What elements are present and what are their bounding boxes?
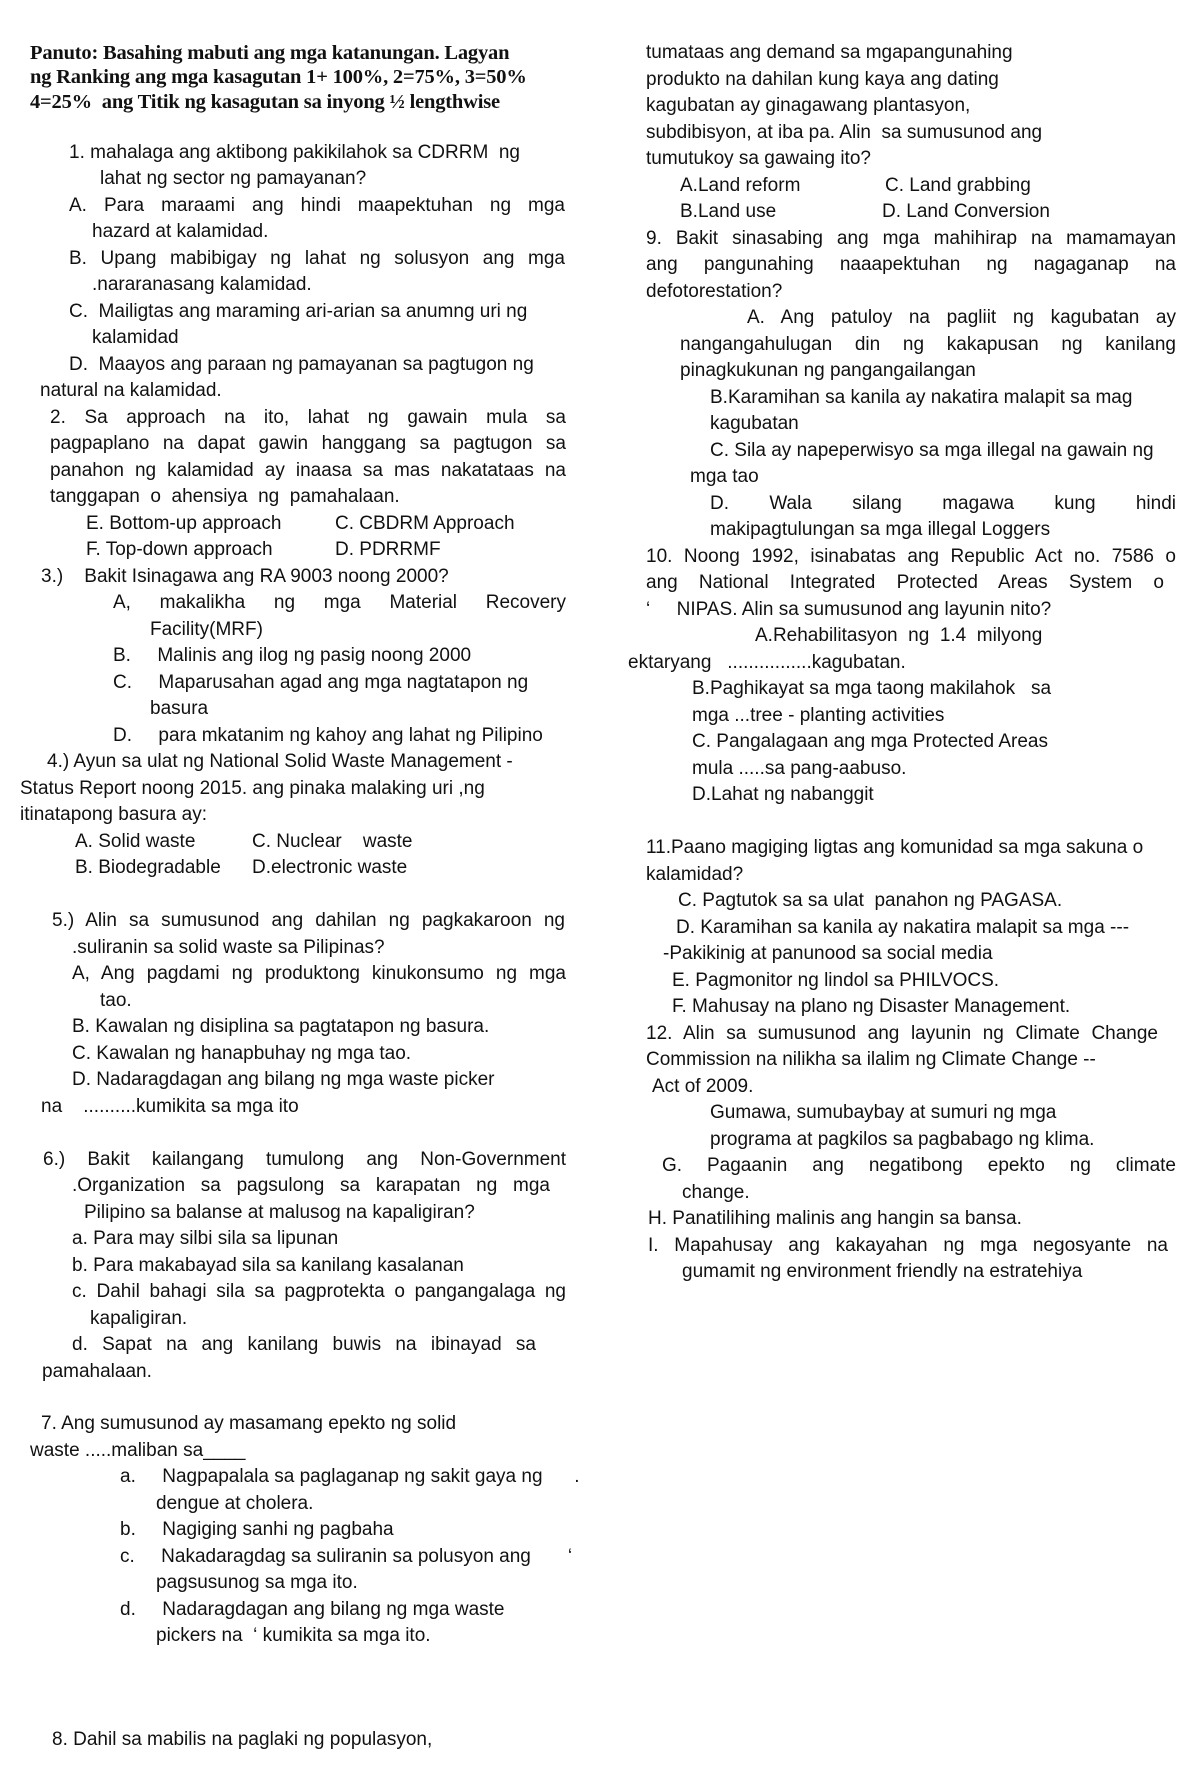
q3-option-c: basura	[150, 698, 209, 719]
q3-option-d: D. para mkatanim ng kahoy ang lahat ng Pilipino	[113, 725, 543, 746]
q9-stem: ang pangunahing naaapektuhan ng nagaganap na	[646, 254, 1176, 275]
q10-option-a: ektaryang ................kagubatan.	[628, 652, 906, 673]
q12-intro: programa at pagkilos sa pagbabago ng klima.	[710, 1129, 1095, 1150]
q5-option-c: C. Kawalan ng hanapbuhay ng mga tao.	[72, 1043, 412, 1064]
q6-option-b: b. Para makabayad sila sa kanilang kasalanan	[72, 1255, 464, 1276]
q2-option-e: E. Bottom-up approach	[86, 513, 282, 534]
q12-option-h: H. Panatilihing malinis ang hangin sa bansa.	[648, 1208, 1022, 1229]
q8-stem-cont: subdibisyon, at iba pa. Alin sa sumusunod ang	[646, 122, 1043, 143]
q12-option-g: G. Pagaanin ang negatibong epekto ng climate	[662, 1155, 1176, 1176]
q4-stem: itinatapong basura ay:	[20, 804, 207, 825]
q6-stem: .Organization sa pagsulong sa karapatan ng mga	[72, 1175, 550, 1196]
q12-option-i: gumamit ng environment friendly na estratehiya	[682, 1261, 1083, 1282]
q9-option-a: nangangahulugan din ng kakapusan ng kanilang	[680, 334, 1176, 355]
q5-option-d: na ..........kumikita sa mga ito	[41, 1096, 299, 1117]
q12-stem: Act of 2009.	[652, 1076, 754, 1097]
q9-option-a: pinagkukunan ng pangangailangan	[680, 360, 976, 381]
q5-stem: 5.) Alin sa sumusunod ang dahilan ng pagkakaroon ng	[52, 910, 565, 931]
q4-stem: Status Report noong 2015. ang pinaka malaking uri ,ng	[20, 778, 485, 799]
q10-option-d: D.Lahat ng nabanggit	[692, 784, 874, 805]
q10-option-a: A.Rehabilitasyon ng 1.4 milyong	[755, 625, 1043, 646]
q1-option-b: B. Upang mabibigay ng lahat ng solusyon ang mga	[69, 248, 565, 269]
q2-option-d: D. PDRRMF	[335, 539, 441, 560]
q2-stem: pagpaplano na dapat gawin hanggang sa pagtugon sa	[50, 433, 566, 454]
q8-option-b: B.Land use	[680, 201, 777, 222]
q6-stem: 6.) Bakit kailangang tumulong ang Non-Government	[43, 1149, 566, 1170]
q4-option-a: A. Solid waste	[75, 831, 196, 852]
q2-option-f: F. Top-down approach	[86, 539, 273, 560]
q1-option-d: natural na kalamidad.	[40, 380, 222, 401]
q12-option-i: I. Mapahusay ang kakayahan ng mga negosyante na	[648, 1235, 1168, 1256]
instructions-line-3: 4=25% ang Titik ng kasagutan sa inyong ½ lengthwise	[30, 91, 500, 113]
q2-stem: panahon ng kalamidad ay inaasa sa mas nakatataas na	[50, 460, 566, 481]
q10-option-c: mula .....sa pang-aabuso.	[692, 758, 907, 779]
q9-option-d: makipagtulungan sa mga illegal Loggers	[710, 519, 1051, 540]
q11-option-d: D. Karamihan sa kanila ay nakatira malapit sa mga ---	[676, 917, 1130, 938]
q1-option-b: .nararanasang kalamidad.	[92, 274, 312, 295]
q9-option-c: mga tao	[690, 466, 759, 487]
q5-option-b: B. Kawalan ng disiplina sa pagtatapon ng basura.	[72, 1016, 490, 1037]
q12-stem: 12. Alin sa sumusunod ang layunin ng Climate Change	[646, 1023, 1158, 1044]
q7-option-b: b. Nagiging sanhi ng pagbaha	[120, 1519, 394, 1540]
q3-option-a: A, makalikha ng mga Material Recovery	[113, 592, 566, 613]
q4-stem: 4.) Ayun sa ulat ng National Solid Waste Management -	[47, 751, 513, 772]
q6-option-c: kapaligiran.	[90, 1308, 188, 1329]
q9-stem: defotorestation?	[646, 281, 783, 302]
q9-option-b: B.Karamihan sa kanila ay nakatira malapit sa mag	[710, 387, 1133, 408]
q12-option-g: change.	[682, 1182, 750, 1203]
instructions-line-2: ng Ranking ang mga kasagutan 1+ 100%, 2=75%, 3=50%	[30, 66, 527, 88]
q2-option-c: C. CBDRM Approach	[335, 513, 515, 534]
q7-option-c: pagsusunog sa mga ito.	[156, 1572, 358, 1593]
q7-option-d: d. Nadaragdagan ang bilang ng mga waste	[120, 1599, 505, 1620]
q8-stem-cont: tumutukoy sa gawaing ito?	[646, 148, 871, 169]
q6-option-c: c. Dahil bahagi sila sa pagprotekta o pangangalaga ng	[72, 1281, 566, 1302]
q8-stem-cont: tumataas ang demand sa mgapangunahing	[646, 42, 1013, 63]
q12-intro: Gumawa, sumubaybay at sumuri ng mga	[710, 1102, 1057, 1123]
q9-option-d: D. Wala silang magawa kung hindi	[710, 493, 1176, 514]
q6-option-d: d. Sapat na ang kanilang buwis na ibinayad sa	[72, 1334, 536, 1355]
q2-stem: tanggapan o ahensiya ng pamahalaan.	[50, 486, 400, 507]
q4-option-d: D.electronic waste	[252, 857, 408, 878]
q10-stem: 10. Noong 1992, isinabatas ang Republic Act no. 7586 o	[646, 546, 1176, 567]
q1-option-c: C. Mailigtas ang maraming ari-arian sa anumng uri ng	[69, 301, 528, 322]
q11-option-e: E. Pagmonitor ng lindol sa PHILVOCS.	[672, 970, 1000, 991]
q2-stem: 2. Sa approach na ito, lahat ng gawain mula sa	[50, 407, 566, 428]
q12-stem: Commission na nilikha sa ilalim ng Climate Change --	[646, 1049, 1096, 1070]
q9-option-b: kagubatan	[710, 413, 799, 434]
q7-option-a: dengue at cholera.	[156, 1493, 314, 1514]
q10-option-c: C. Pangalagaan ang mga Protected Areas	[692, 731, 1048, 752]
q8-option-d: D. Land Conversion	[882, 201, 1050, 222]
q4-option-c: C. Nuclear waste	[252, 831, 413, 852]
q11-stem: 11.Paano magiging ligtas ang komunidad sa mga sakuna o	[646, 837, 1144, 858]
q8-stem-cont: kagubatan ay ginagawang plantasyon,	[646, 95, 971, 116]
q6-option-a: a. Para may silbi sila sa lipunan	[72, 1228, 339, 1249]
q5-option-a: tao.	[100, 990, 132, 1011]
q8-stem-cont: produkto na dahilan kung kaya ang dating	[646, 69, 999, 90]
q1-stem: 1. mahalaga ang aktibong pakikilahok sa CDRRM ng	[69, 142, 520, 163]
q7-option-c: c. Nakadaragdag sa suliranin sa polusyon ang ‘	[120, 1546, 573, 1567]
q6-stem: Pilipino sa balanse at malusog na kapaligiran?	[84, 1202, 475, 1223]
q10-stem: ang National Integrated Protected Areas System o	[646, 572, 1164, 593]
q4-option-b: B. Biodegradable	[75, 857, 221, 878]
q8-option-a: A.Land reform	[680, 175, 801, 196]
q7-option-a: a. Nagpapalala sa paglaganap ng sakit gaya ng .	[120, 1466, 580, 1487]
q11-option-d: -Pakikinig at panunood sa social media	[663, 943, 993, 964]
q1-option-c: kalamidad	[92, 327, 179, 348]
q11-option-f: F. Mahusay na plano ng Disaster Management.	[672, 996, 1071, 1017]
q1-option-a: A. Para maraami ang hindi maapektuhan ng mga	[69, 195, 565, 216]
q1-option-d: D. Maayos ang paraan ng pamayanan sa pagtugon ng	[69, 354, 534, 375]
q3-stem: 3.) Bakit Isinagawa ang RA 9003 noong 2000?	[41, 566, 449, 587]
q5-option-d: D. Nadaragdagan ang bilang ng mga waste picker	[72, 1069, 495, 1090]
q7-stem: 7. Ang sumusunod ay masamang epekto ng solid	[41, 1413, 457, 1434]
q3-option-a: Facility(MRF)	[150, 619, 263, 640]
q5-stem: .suliranin sa solid waste sa Pilipinas?	[72, 937, 385, 958]
q5-option-a: A, Ang pagdami ng produktong kinukonsumo ng mga	[72, 963, 566, 984]
q6-option-d: pamahalaan.	[42, 1361, 152, 1382]
q11-stem: kalamidad?	[646, 864, 744, 885]
q8-option-c: C. Land grabbing	[885, 175, 1031, 196]
q9-stem: 9. Bakit sinasabing ang mga mahihirap na mamamayan	[646, 228, 1176, 249]
q10-option-b: B.Paghikayat sa mga taong makilahok sa	[692, 678, 1052, 699]
q7-stem: waste .....maliban sa____	[30, 1440, 246, 1461]
instructions-line-1: Panuto: Basahing mabuti ang mga katanungan. Lagyan	[30, 42, 510, 64]
q3-option-c: C. Maparusahan agad ang mga nagtatapon ng	[113, 672, 529, 693]
q9-option-c: C. Sila ay napeperwisyo sa mga illegal na gawain ng	[710, 440, 1154, 461]
q1-option-a: hazard at kalamidad.	[92, 221, 269, 242]
q1-stem: lahat ng sector ng pamayanan?	[100, 168, 367, 189]
q3-option-b: B. Malinis ang ilog ng pasig noong 2000	[113, 645, 472, 666]
q7-option-d: pickers na ‘ kumikita sa mga ito.	[156, 1625, 431, 1646]
q11-option-c: C. Pagtutok sa sa ulat panahon ng PAGASA.	[678, 890, 1063, 911]
q10-stem: ‘ NIPAS. Alin sa sumusunod ang layunin nito?	[646, 599, 1052, 620]
q8-stem: 8. Dahil sa mabilis na paglaki ng populasyon,	[52, 1729, 433, 1750]
q10-option-b: mga ...tree - planting activities	[692, 705, 945, 726]
q9-option-a: A. Ang patuloy na pagliit ng kagubatan ay	[747, 307, 1176, 328]
